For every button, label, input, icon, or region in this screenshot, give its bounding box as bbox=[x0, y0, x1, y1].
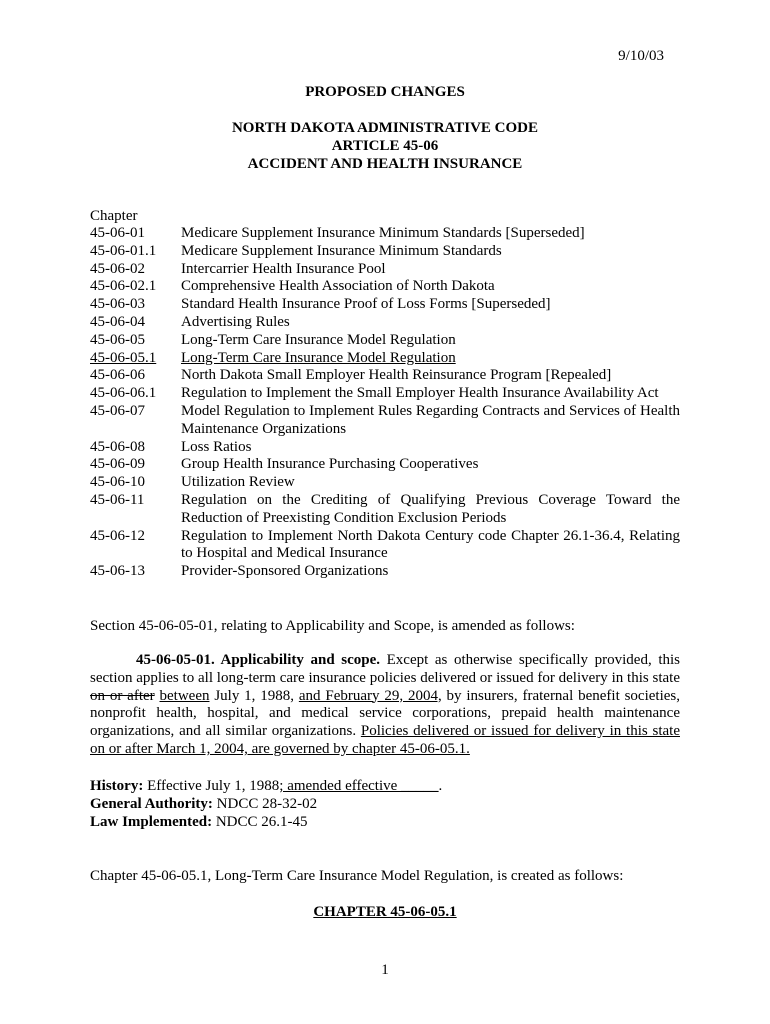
toc-number: 45-06-04 bbox=[90, 313, 145, 330]
toc-row bbox=[90, 492, 680, 528]
history-label: History: bbox=[90, 778, 144, 794]
authority-line bbox=[90, 796, 680, 814]
history-end: . bbox=[438, 778, 443, 794]
toc-number: 45-06-03 bbox=[90, 296, 145, 313]
body-text: by insurers, fraternal benefit societies, nonprofit health, hospital, and medical service corporations, prepaid health maintenance organizations, and all similar organizations. bbox=[90, 687, 680, 740]
section-lead: 45-06-05-01. Applicability and scope. bbox=[136, 652, 381, 668]
toc-title: Provider-Sponsored Organizations bbox=[181, 563, 389, 580]
body-text: Except as otherwise specifically provided, this section applies to all long-term care insurance policies delivered or issued for delivery in this state bbox=[90, 652, 680, 686]
toc-title: Long-Term Care Insurance Model Regulation bbox=[181, 331, 456, 348]
authority-text: NDCC 28-32-02 bbox=[212, 795, 318, 812]
toc-row bbox=[90, 367, 680, 385]
toc-number: 45-06-06.1 bbox=[90, 385, 157, 402]
toc-row-inserted bbox=[90, 350, 680, 368]
toc-row bbox=[90, 474, 680, 492]
implemented-line bbox=[90, 814, 680, 832]
applicability-scope-paragraph bbox=[90, 652, 680, 759]
article-title: ARTICLE 45-06 bbox=[331, 138, 439, 154]
inserted-text: Policies delivered or issued for delivery in this state on or after March 1, 2004, are governed by chapter 45-06-05.1. bbox=[90, 723, 680, 757]
toc-title: Advertising Rules bbox=[181, 313, 290, 330]
history-inserted: ; amended effective _____ bbox=[279, 778, 439, 794]
toc-number: 45-06-01 bbox=[90, 225, 145, 241]
toc-number: 45-06-11 bbox=[90, 491, 145, 508]
code-title: NORTH DAKOTA ADMINISTRATIVE CODE bbox=[231, 120, 539, 136]
chapter-table-of-contents bbox=[90, 225, 680, 581]
toc-row bbox=[90, 225, 680, 243]
proposed-changes-title: PROPOSED CHANGES bbox=[305, 84, 465, 100]
toc-title-inserted: Long-Term Care Insurance Model Regulation bbox=[181, 349, 456, 366]
toc-title: Comprehensive Health Association of North Dakota bbox=[181, 278, 495, 295]
toc-row bbox=[90, 332, 680, 350]
toc-number: 45-06-12 bbox=[90, 527, 145, 544]
toc-row bbox=[90, 563, 680, 581]
toc-number: 45-06-01.1 bbox=[90, 242, 157, 259]
toc-number: 45-06-05 bbox=[90, 331, 145, 348]
history-block bbox=[90, 778, 680, 831]
inserted-text: between bbox=[159, 687, 210, 704]
toc-title: Regulation on the Crediting of Qualifying Previous Coverage Toward the Reduction of Preexisting Condition Exclusion Periods bbox=[181, 491, 680, 526]
struck-text: on or after bbox=[90, 687, 155, 704]
toc-title: Standard Health Insurance Proof of Loss Forms [Superseded] bbox=[181, 296, 551, 313]
section-amend-intro: Section 45-06-05-01, relating to Applicability and Scope, is amended as follows: bbox=[90, 618, 575, 634]
toc-row bbox=[90, 278, 680, 296]
toc-row bbox=[90, 528, 680, 564]
toc-title: Model Regulation to Implement Rules Regarding Contracts and Services of Health Maintenance Organizations bbox=[181, 402, 680, 437]
toc-row bbox=[90, 456, 680, 474]
toc-number: 45-06-08 bbox=[90, 438, 145, 455]
document-date: 9/10/03 bbox=[618, 48, 664, 64]
history-text: Effective July 1, 1988 bbox=[143, 778, 280, 794]
subject-title: ACCIDENT AND HEALTH INSURANCE bbox=[247, 156, 523, 172]
toc-title: Intercarrier Health Insurance Pool bbox=[181, 260, 386, 277]
authority-label: General Authority: bbox=[90, 795, 213, 812]
toc-row bbox=[90, 439, 680, 457]
toc-number: 45-06-09 bbox=[90, 456, 145, 473]
toc-row bbox=[90, 314, 680, 332]
toc-row bbox=[90, 261, 680, 279]
toc-title: Regulation to Implement the Small Employer Health Insurance Availability Act bbox=[181, 385, 659, 402]
toc-row bbox=[90, 243, 680, 261]
toc-title: Medicare Supplement Insurance Minimum Standards bbox=[181, 242, 502, 259]
history-line bbox=[90, 778, 680, 796]
body-text: July 1, 1988, bbox=[209, 687, 299, 704]
toc-row bbox=[90, 385, 680, 403]
page-number: 1 bbox=[381, 962, 389, 978]
toc-row bbox=[90, 296, 680, 314]
toc-title: Utilization Review bbox=[181, 474, 295, 491]
paragraph-text bbox=[90, 652, 680, 759]
chapter-created-intro: Chapter 45-06-05.1, Long-Term Care Insurance Model Regulation, is created as follows: bbox=[90, 868, 624, 884]
toc-title: Loss Ratios bbox=[181, 438, 252, 455]
toc-title: North Dakota Small Employer Health Reinsurance Program [Repealed] bbox=[181, 367, 612, 384]
inserted-text: and February 29, 2004, bbox=[298, 687, 442, 704]
implemented-label: Law Implemented: bbox=[90, 813, 213, 830]
toc-row bbox=[90, 403, 680, 439]
toc-heading: Chapter bbox=[90, 208, 138, 224]
chapter-title: CHAPTER 45-06-05.1 bbox=[313, 904, 457, 920]
toc-number: 45-06-10 bbox=[90, 474, 145, 491]
toc-number: 45-06-06 bbox=[90, 367, 145, 384]
toc-title bbox=[181, 350, 680, 368]
toc-number: 45-06-02.1 bbox=[90, 278, 157, 295]
toc-number: 45-06-05.1 bbox=[90, 349, 157, 366]
toc-number: 45-06-07 bbox=[90, 402, 145, 419]
toc-title: Medicare Supplement Insurance Minimum Standards [Superseded] bbox=[181, 225, 585, 241]
code-title-block bbox=[0, 119, 770, 173]
toc-number: 45-06-13 bbox=[90, 563, 145, 580]
implemented-text: NDCC 26.1-45 bbox=[212, 813, 308, 830]
toc-title: Group Health Insurance Purchasing Cooperatives bbox=[181, 456, 479, 473]
toc-number: 45-06-02 bbox=[90, 260, 145, 277]
toc-title: Regulation to Implement North Dakota Century code Chapter 26.1-36.4, Relating to Hospital and Medical Insurance bbox=[181, 527, 680, 562]
